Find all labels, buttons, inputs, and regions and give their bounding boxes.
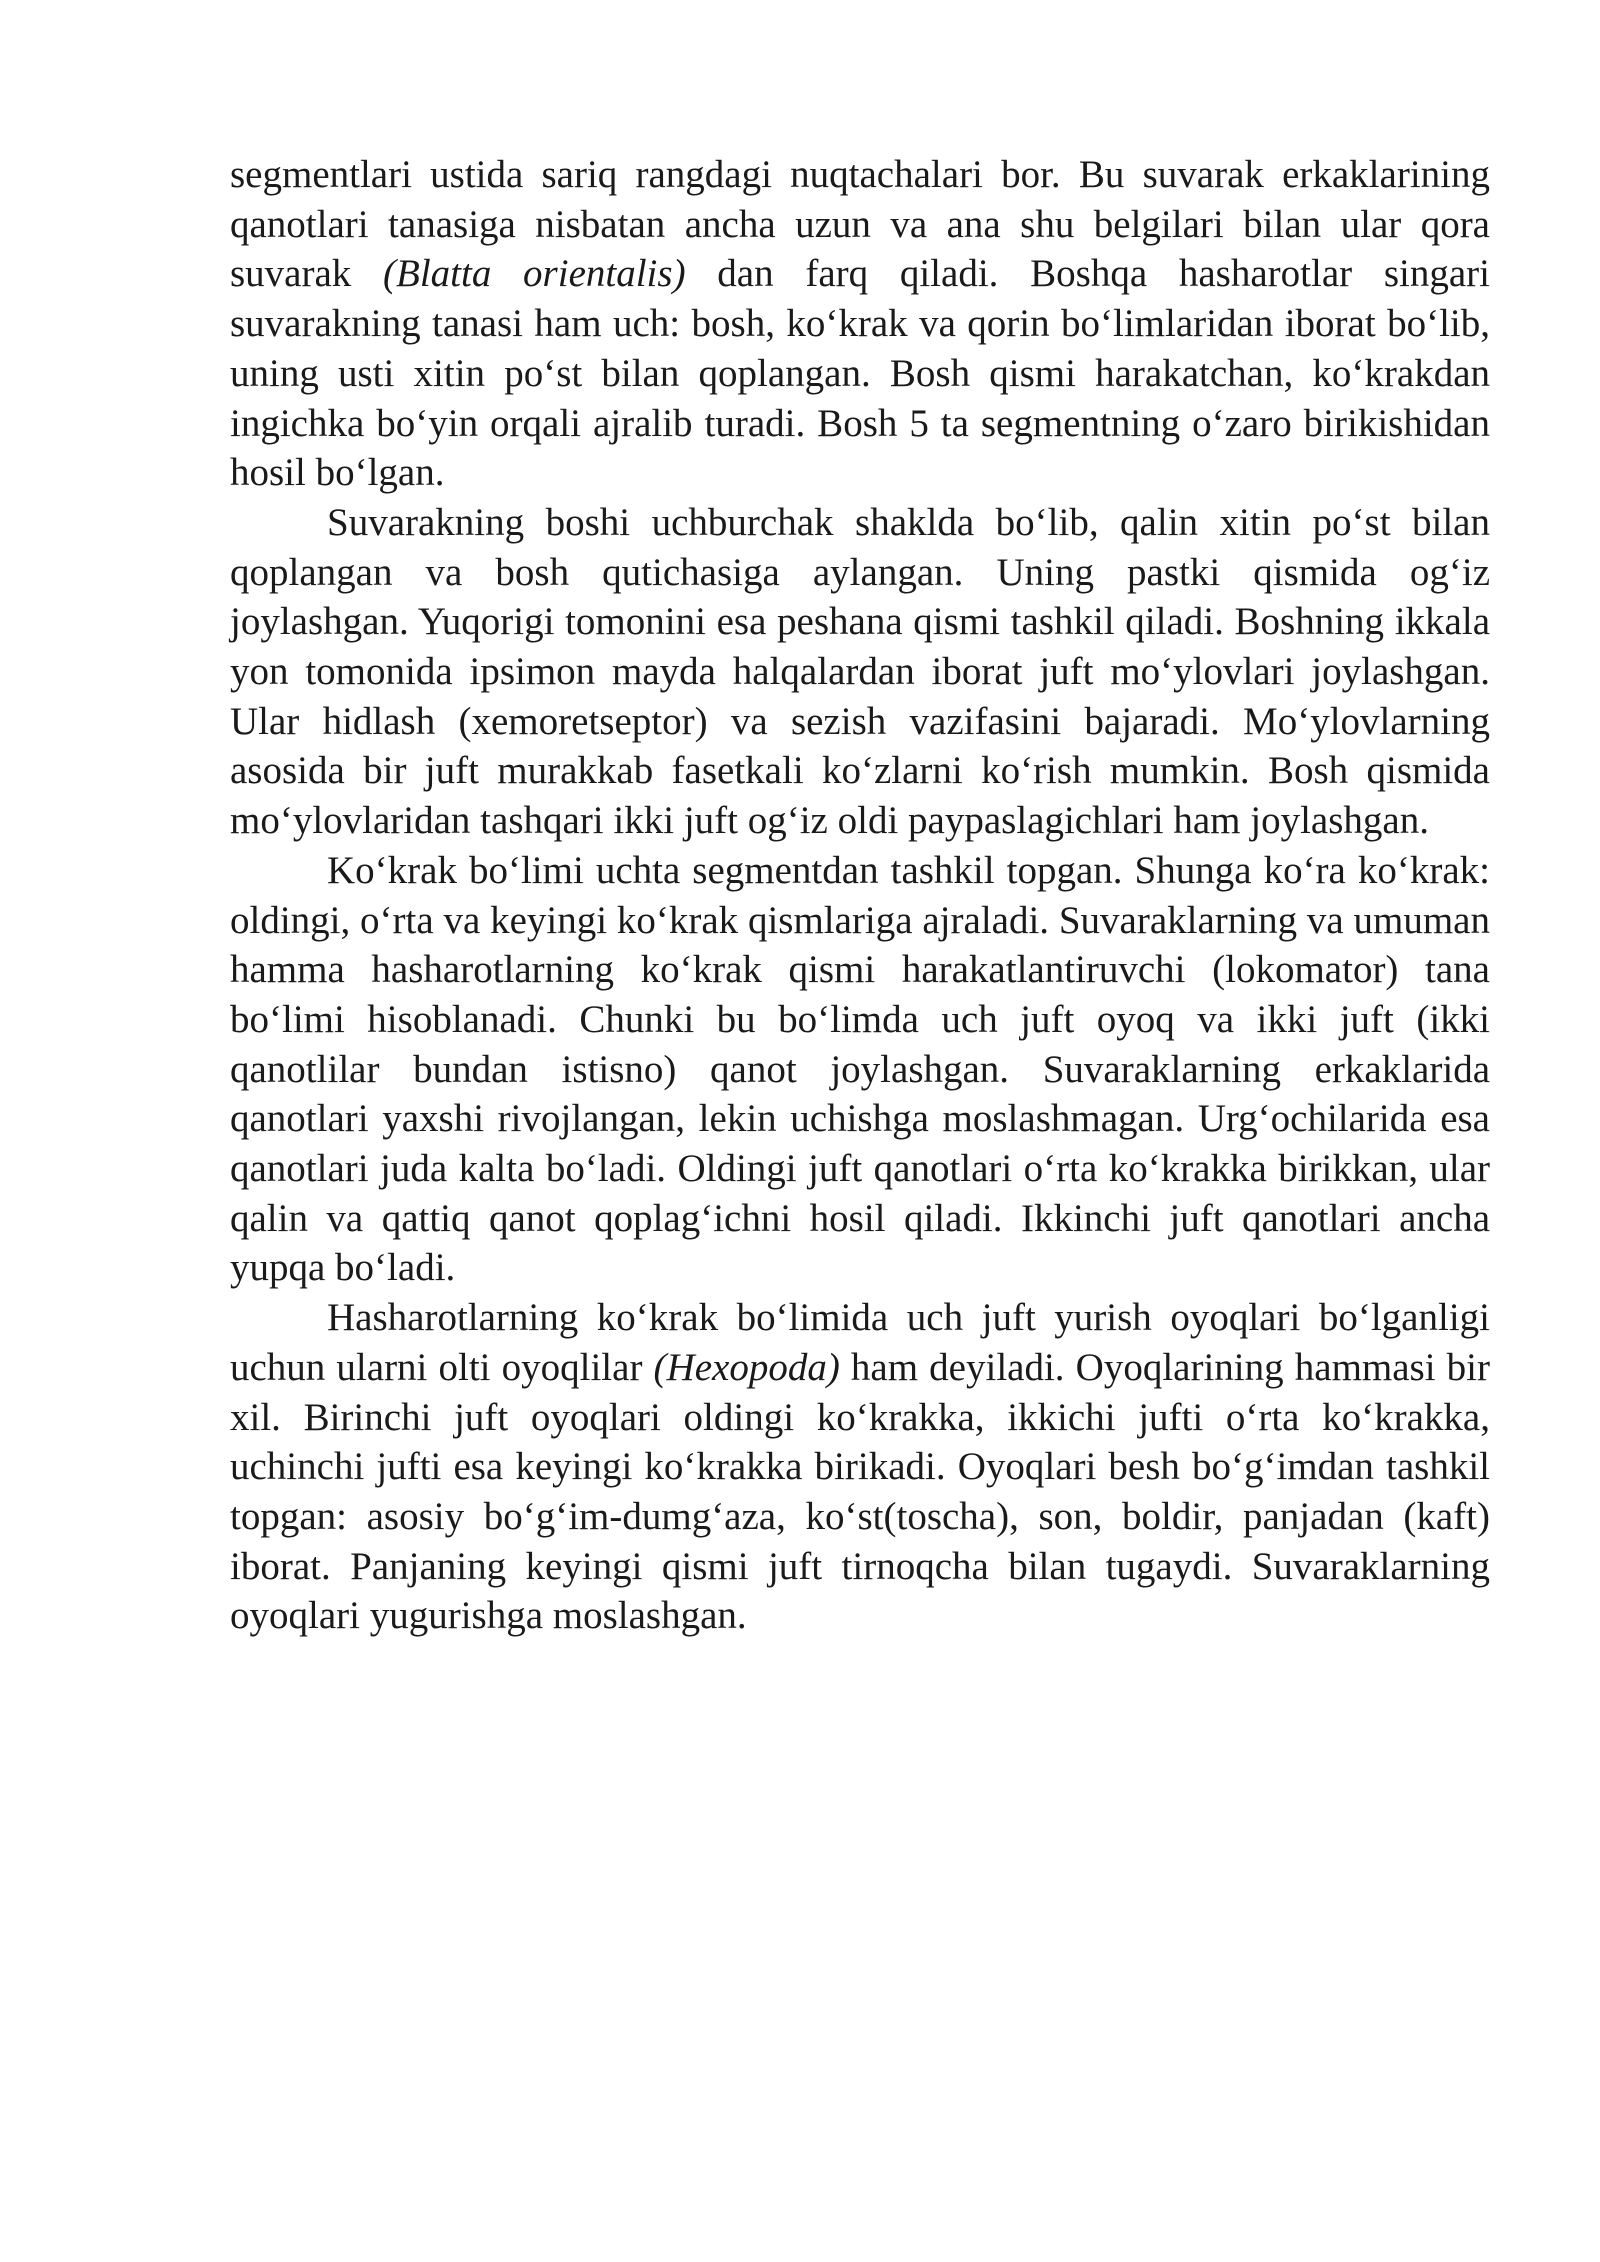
paragraph-3: Ko‘krak bo‘limi uchta segmentdan tashkil topgan. Shunga ko‘ra ko‘krak: oldingi, o‘rta va keyingi ko‘krak qismlariga ajraladi. Suvaraklarning va umuman hamma hasharotlarning ko‘krak qismi harakatlantiruvchi (lokomator) tana bo‘limi hisoblanadi. Chunki bu bo‘limda uch juft oyoq va ikki juft (ikki qanotlilar bundan istisno) qanot joylashgan. Suvaraklarning erkaklarida qanotlari yaxshi rivojlangan, lekin uchishga moslashmagan. Urg‘ochilarida esa qanotlari juda kalta bo‘ladi. Oldingi juft qanotlari o‘rta ko‘krakka birikkan, ular qalin va qattiq qanot qoplag‘ichni hosil qiladi. Ikkinchi juft qanotlari ancha yupqa bo‘ladi.: [230, 848, 1490, 1290]
paragraph-4-text-a: Hasharotlarning ko‘krak bo‘limida uch juft yurish oyoqlari bo‘lganligi uchun ularni olti oyoqlilar: [230, 1296, 1490, 1389]
paragraph-2: Suvarakning boshi uchburchak shaklda bo‘lib, qalin xitin po‘st bilan qoplangan va bosh qutichasiga aylangan. Uning pastki qismida og‘iz joylashgan. Yuqorigi tomonini esa peshana qismi tashkil qiladi. Boshning ikkala yon tomonida ipsimon mayda halqalardan iborat juft mo‘ylovlari joylashgan. Ular hidlash (xemoretseptor) va sezish vazifasini bajaradi. Mo‘ylovlarning asosida bir juft murakkab fasetkali ko‘zlarni ko‘rish mumkin. Bosh qismida mo‘ylovlaridan tashqari ikki juft og‘iz oldi paypaslagichlari ham joylashgan.: [230, 500, 1490, 843]
document-page: [230, 150, 1490, 1641]
paragraph-4-text-b: ham deyiladi. Oyoqlarining hammasi bir xil. Birinchi juft oyoqlari oldingi ko‘krakka, ikkichi jufti o‘rta ko‘krakka, uchinchi jufti esa keyingi ko‘krakka birikadi. Oyoqlari besh bo‘g‘imdan tashkil topgan: asosiy bo‘g‘im-dumg‘aza, ko‘st(toscha), son, boldir, panjadan (kaft) iborat. Panjaning keyingi qismi juft tirnoqcha bilan tugaydi. Suvaraklarning oyoqlari yugurishga moslashgan.: [230, 1345, 1490, 1638]
latin-name-hexopoda: (Hexopoda): [653, 1345, 840, 1389]
paragraph-1-text-a: segmentlari ustida sariq rangdagi nuqtachalari bor. Bu suvarak erkaklarining qanotlari tanasiga nisbatan ancha uzun va ana shu belgilari bilan ular qora suvarak: [230, 153, 1490, 296]
paragraph-1-text-b: dan farq qiladi. Boshqa hasharotlar singari suvarakning tanasi ham uch: bosh, ko‘krak va qorin bo‘limlaridan iborat bo‘lib, uning usti xitin po‘st bilan qoplangan. Bosh qismi harakatchan, ko‘krakdan ingichka bo‘yin orqali ajralib turadi. Bosh 5 ta segmentning o‘zaro birikishidan hosil bo‘lgan.: [230, 252, 1490, 495]
latin-name-blatta-orientalis: (Blatta orientalis): [383, 252, 686, 296]
paragraph-4: [230, 1293, 1490, 1641]
paragraph-1: [230, 150, 1490, 498]
